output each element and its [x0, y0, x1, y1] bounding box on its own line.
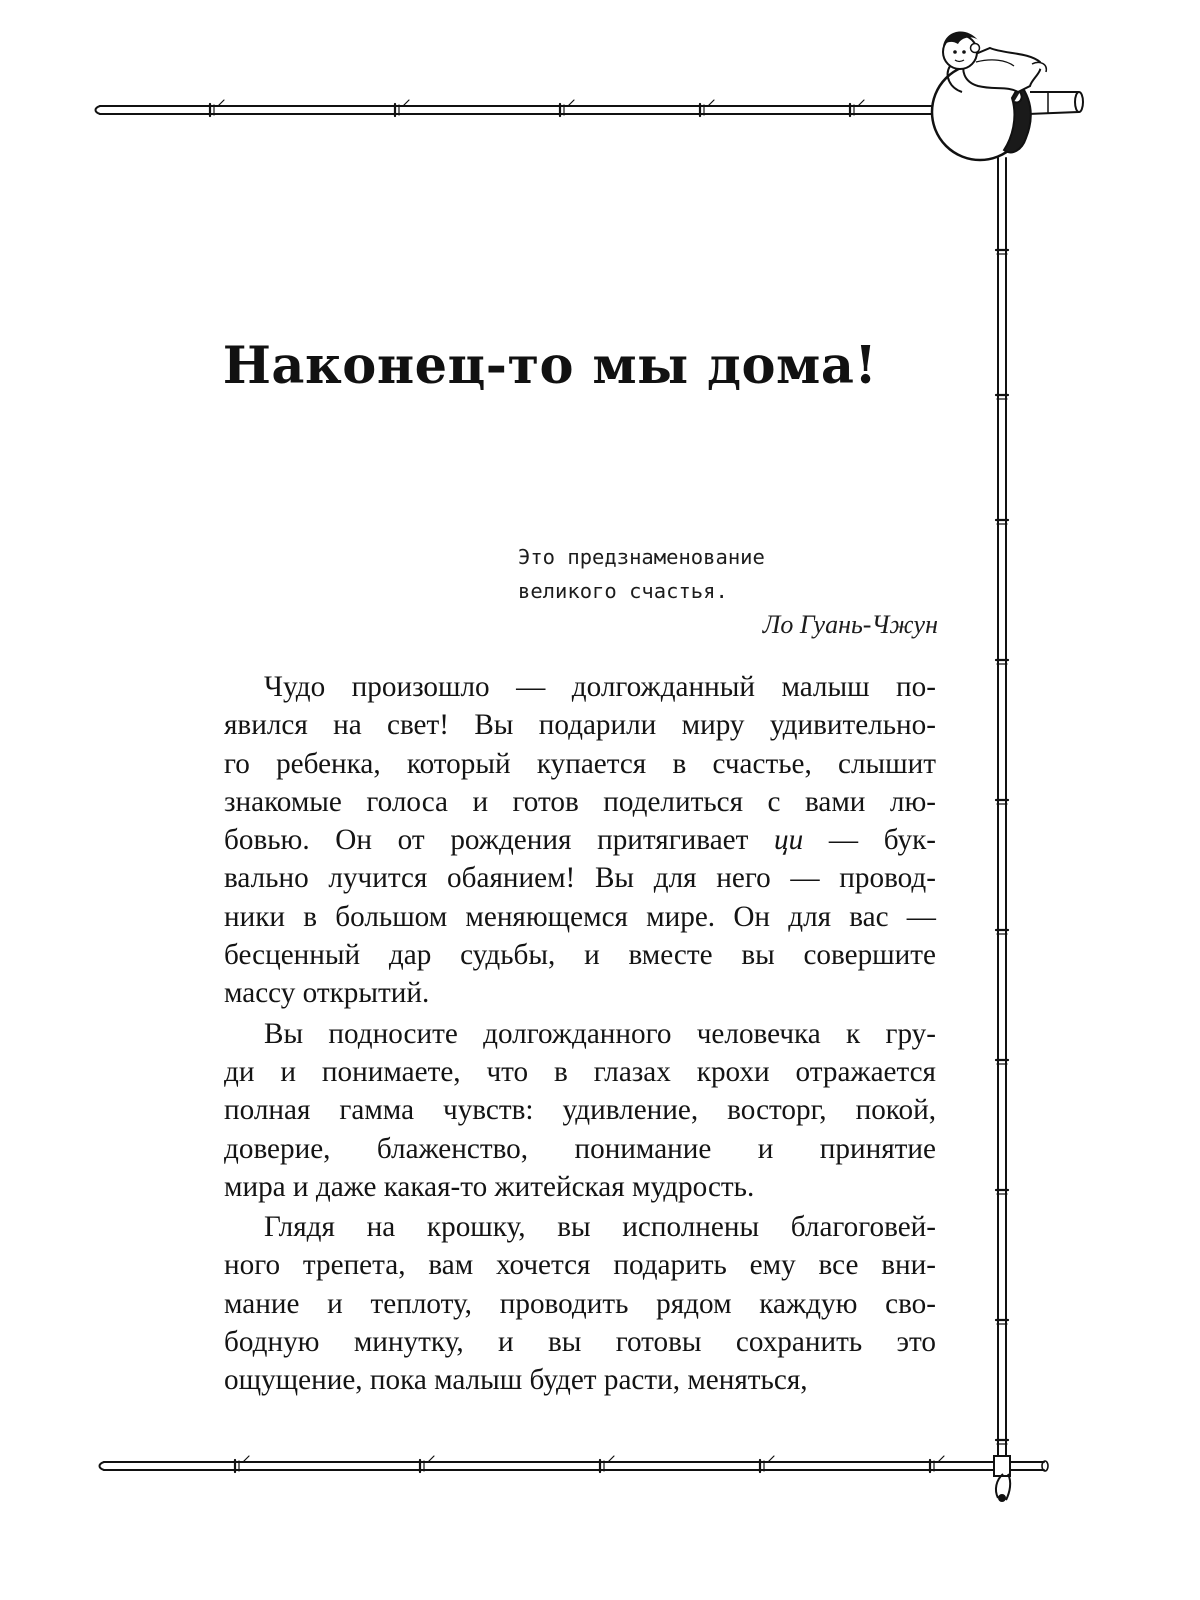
text-line: полная гамма чувств: удивление, восторг, покой, [224, 1094, 936, 1127]
text-line: бовью. Он от рождения притягивает ци — бук- [224, 824, 936, 857]
text-line: бодную минутку, и вы готовы сохранить это [224, 1326, 936, 1359]
text-line: ники в большом меняющемся мире. Он для вас — [224, 900, 936, 933]
epigraph-line: Это предзнаменование [518, 545, 765, 569]
text-line: мание и теплоту, проводить рядом каждую сво- [224, 1287, 936, 1320]
text-line: ди и понимаете, что в глазах крохи отражается [224, 1055, 936, 1088]
epigraph [518, 540, 938, 642]
bamboo-tie-knot [996, 1474, 1010, 1501]
text-line: го ребенка, который купается в счастье, слышит [224, 747, 936, 780]
epigraph-author: Ло Гуань-Чжун [762, 610, 938, 639]
text-line: доверие, блаженство, понимание и принятие [224, 1132, 936, 1165]
text-line: Чудо произошло — долгожданный малыш по- [264, 671, 936, 703]
text-line: ного трепета, вам хочется подарить ему все вни- [224, 1249, 936, 1282]
text-line: Вы подносите долгожданного человечка к гру- [264, 1017, 936, 1050]
text-line: бесценный дар судьбы, и вместе вы совершите [224, 939, 936, 972]
text-line: Глядя на крошку, вы исполнены благоговей- [264, 1211, 936, 1244]
monkey-on-ball-illustration [932, 31, 1083, 160]
chapter-title: Наконец-то мы дома! [222, 336, 878, 396]
text-line: знакомые голоса и готов поделиться с вами лю- [224, 785, 936, 818]
text-line: вально лучится обаянием! Вы для него — провод- [224, 862, 936, 895]
text-line: массу открытий. [224, 977, 430, 1010]
paragraph [224, 1015, 936, 1206]
body-text [224, 668, 936, 1400]
paragraph [224, 668, 936, 1013]
text-line: явился на свет! Вы подарили миру удивительно- [224, 709, 936, 742]
italic-term: ци [774, 824, 804, 857]
text-line: мира и даже какая-то житейская мудрость. [224, 1170, 755, 1203]
text-line: ощущение, пока малыш будет расти, меняться, [224, 1364, 808, 1397]
paragraph [224, 1208, 936, 1399]
epigraph-line: великого счастья. [518, 579, 728, 603]
